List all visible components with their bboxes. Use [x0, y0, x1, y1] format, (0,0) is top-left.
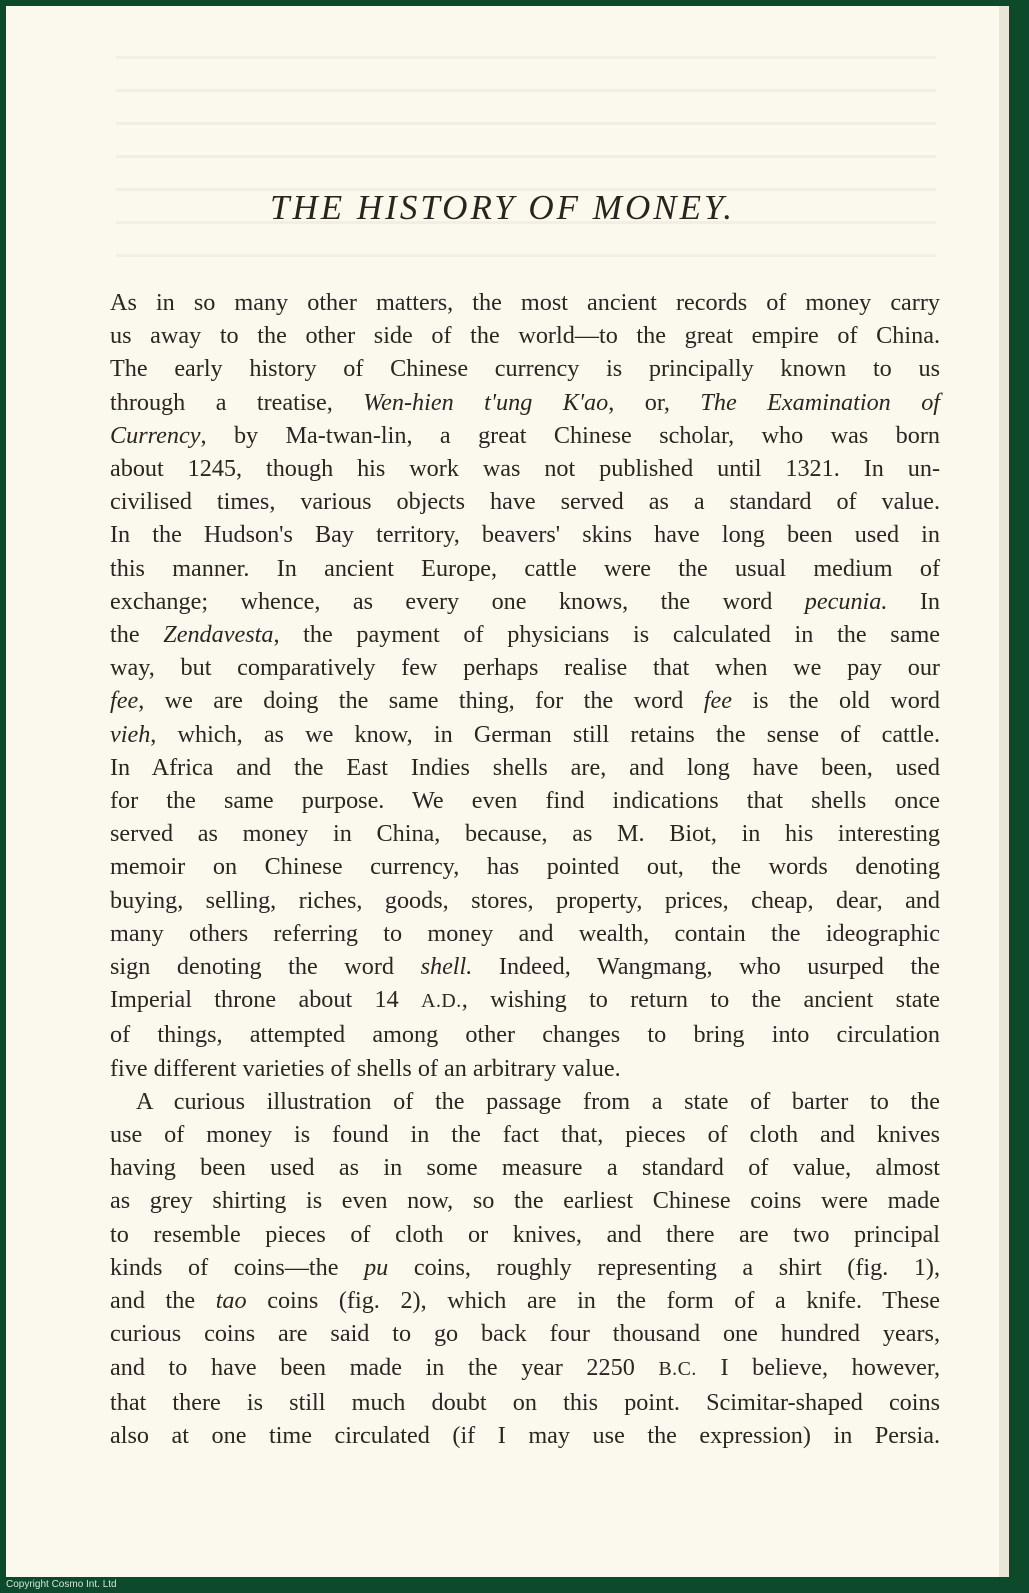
text-line: vieh, which, as we know, in German still retains the sense of cattle.: [110, 720, 940, 748]
text-line: this manner. In ancient Europe, cattle were the usual medium of: [110, 554, 940, 582]
paragraph-2: [110, 1085, 940, 1452]
bleed-through-text: [116, 36, 936, 276]
text-line: for the same purpose. We even find indications that shells once: [110, 787, 940, 815]
text-line: As in so many other matters, the most ancient records of money carry: [110, 289, 940, 316]
text-line: Currency, by Ma-twan-lin, a great Chinese scholar, who was born: [110, 421, 940, 449]
text-line: as grey shirting is even now, so the earliest Chinese coins were made: [110, 1187, 940, 1215]
italic-title: The Examination of: [700, 388, 941, 416]
italic-title: Currency: [110, 421, 201, 449]
text-line: The early history of Chinese currency is principally known to us: [110, 355, 940, 383]
text-line: the Zendavesta, the payment of physicians is calculated in the same: [110, 621, 941, 649]
text-line: many others referring to money and wealth, contain the ideographic: [110, 919, 940, 947]
text-line: us away to the other side of the world—to the great empire of China.: [110, 322, 940, 350]
paragraph-1: [110, 286, 940, 1085]
text-line: to resemble pieces of cloth or knives, and there are two principal: [110, 1220, 940, 1248]
text-line: A curious illustration of the passage from a state of barter to the: [136, 1087, 940, 1115]
text-line: curious coins are said to go back four thousand one hundred years,: [110, 1320, 940, 1348]
italic-term: fee: [110, 687, 139, 715]
small-caps-era: B.C.: [658, 1357, 697, 1380]
italic-term: vieh: [110, 720, 151, 748]
text-line: of things, attempted among other changes to bring into circulation: [110, 1021, 940, 1049]
text-line: civilised times, various objects have served as a standard of value.: [110, 488, 940, 516]
page-sheet: [6, 6, 1009, 1577]
text-line: way, but comparatively few perhaps realise that when we pay our: [110, 654, 940, 682]
article-body: [110, 286, 940, 1452]
text-line: sign denoting the word shell. Indeed, Wangmang, who usurped the: [110, 953, 941, 981]
text-line: also at one time circulated (if I may use the expression) in Persia.: [110, 1421, 940, 1449]
text-line: through a treatise, Wen-hien t'ung K'ao, or, The Examination of: [110, 388, 941, 416]
text-line: kinds of coins—the pu coins, roughly representing a shirt (fig. 1),: [110, 1253, 941, 1281]
text-line: exchange; whence, as every one knows, the word pecunia. In: [110, 587, 941, 615]
italic-term: tao: [215, 1287, 247, 1315]
text-line: and the tao coins (fig. 2), which are in the form of a knife. These: [110, 1287, 941, 1315]
text-line: In the Hudson's Bay territory, beavers' skins have long been used in: [110, 521, 940, 549]
text-line: use of money is found in the fact that, pieces of cloth and knives: [110, 1121, 940, 1149]
text-line: that there is still much doubt on this point. Scimitar-shaped coins: [110, 1388, 940, 1416]
text-line: In Africa and the East Indies shells are, and long have been, used: [110, 753, 940, 781]
italic-term: pu: [364, 1253, 389, 1281]
italic-term: pecunia.: [804, 587, 888, 615]
italic-term: fee: [703, 687, 732, 715]
text-line: having been used as in some measure a standard of value, almost: [110, 1154, 940, 1182]
text-line: memoir on Chinese currency, has pointed out, the words denoting: [110, 853, 940, 881]
text-line: served as money in China, because, as M. Biot, in his interesting: [110, 820, 940, 848]
small-caps-era: A.D.: [421, 990, 462, 1013]
text-line: Imperial throne about 14 A.D., wishing to return to the ancient state: [110, 986, 940, 1014]
text-line: five different varieties of shells of an arbitrary value.: [110, 1054, 621, 1082]
italic-term: shell.: [420, 953, 473, 981]
text-line: and to have been made in the year 2250 B.C. I believe, however,: [110, 1353, 941, 1381]
italic-title: Wen-hien t'ung K'ao: [363, 388, 609, 416]
text-line: fee, we are doing the same thing, for the word fee is the old word: [110, 687, 941, 715]
copyright-notice: Copyright Cosmo Int. Ltd: [6, 1579, 117, 1590]
text-line: about 1245, though his work was not published until 1321. In un-: [110, 455, 940, 483]
page-title: THE HISTORY OF MONEY.: [270, 188, 735, 227]
italic-term: Zendavesta: [163, 621, 274, 649]
text-line: buying, selling, riches, goods, stores, property, prices, cheap, dear, and: [110, 886, 940, 914]
